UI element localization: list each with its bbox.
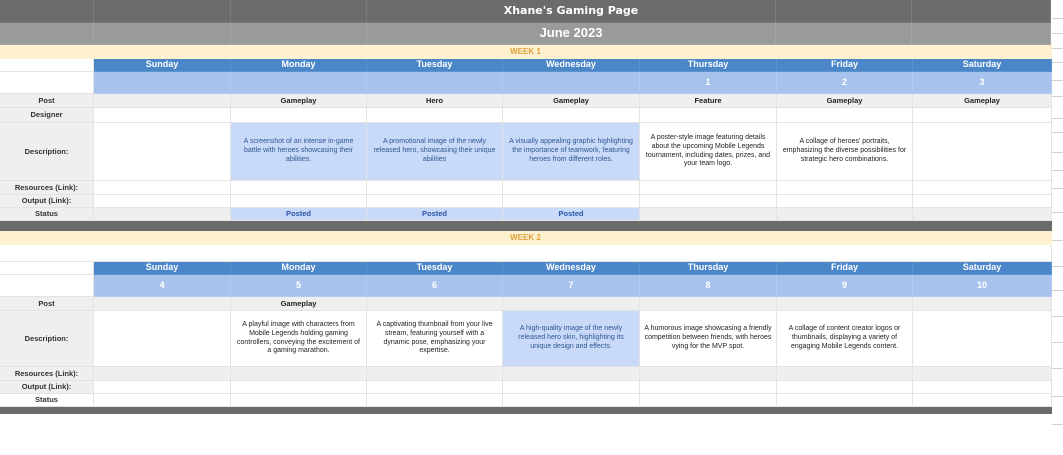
gridline	[1052, 290, 1063, 291]
gridline	[1052, 396, 1063, 397]
day-header-saturday[interactable]: Saturday	[913, 59, 1052, 72]
week-2-row	[0, 231, 1052, 245]
output-cell[interactable]	[503, 195, 640, 208]
day-header-sunday[interactable]: Sunday	[94, 59, 231, 72]
post-cell[interactable]	[777, 297, 913, 311]
separator-bar	[0, 221, 1052, 231]
output-cell[interactable]	[94, 195, 231, 208]
date-cell[interactable]	[367, 72, 503, 94]
resources-cell[interactable]	[367, 181, 503, 195]
output-label[interactable]: Output (Link):	[0, 381, 94, 394]
resources-cell[interactable]	[913, 367, 1052, 381]
day-header-thursday[interactable]: Thursday	[640, 262, 777, 275]
status-cell[interactable]	[231, 394, 367, 407]
week-2-output-row	[0, 381, 1052, 394]
week-1-dates	[0, 72, 1052, 94]
gridline	[1052, 266, 1063, 267]
output-cell[interactable]	[231, 381, 367, 394]
cell[interactable]	[231, 0, 367, 23]
gridline	[1052, 316, 1063, 317]
cell[interactable]	[0, 59, 94, 72]
gridline	[1052, 118, 1063, 119]
post-cell[interactable]	[640, 297, 777, 311]
date-cell[interactable]	[231, 72, 367, 94]
date-cell[interactable]: 3	[913, 72, 1052, 94]
designer-cell[interactable]	[503, 108, 640, 123]
designer-cell[interactable]	[777, 108, 913, 123]
week-1-row	[0, 45, 1052, 59]
day-header-wednesday[interactable]: Wednesday	[503, 262, 640, 275]
output-cell[interactable]	[367, 381, 503, 394]
output-cell[interactable]	[94, 381, 231, 394]
date-cell[interactable]	[503, 72, 640, 94]
designer-cell[interactable]	[640, 108, 777, 123]
resources-cell[interactable]	[777, 181, 913, 195]
title-row	[0, 0, 1052, 23]
day-header-tuesday[interactable]: Tuesday	[367, 262, 503, 275]
output-cell[interactable]	[367, 195, 503, 208]
resources-cell[interactable]	[503, 181, 640, 195]
status-cell[interactable]	[503, 394, 640, 407]
designer-cell[interactable]	[94, 108, 231, 123]
week-2-status-row	[0, 394, 1052, 407]
page-title[interactable]: Xhane's Gaming Page	[367, 0, 776, 23]
gridline	[1052, 33, 1063, 34]
cell[interactable]	[0, 23, 94, 45]
output-cell[interactable]	[640, 381, 777, 394]
output-cell[interactable]	[913, 381, 1052, 394]
gridline	[1052, 152, 1063, 153]
status-cell[interactable]: Posted	[231, 208, 367, 221]
description-cell[interactable]	[913, 123, 1052, 181]
status-cell[interactable]	[913, 208, 1052, 221]
description-cell[interactable]: A high-quality image of the newly released hero skin, highlighting its unique design and effects.	[503, 311, 640, 367]
resources-cell[interactable]	[503, 367, 640, 381]
resources-cell[interactable]	[231, 181, 367, 195]
status-cell[interactable]	[94, 394, 231, 407]
date-cell[interactable]: 9	[777, 275, 913, 297]
description-label[interactable]: Description:	[0, 123, 94, 181]
designer-label[interactable]: Designer	[0, 108, 94, 123]
cell[interactable]	[0, 262, 94, 275]
day-header-thursday[interactable]: Thursday	[640, 59, 777, 72]
output-cell[interactable]	[231, 195, 367, 208]
day-header-friday[interactable]: Friday	[777, 59, 913, 72]
output-cell[interactable]	[777, 195, 913, 208]
status-cell[interactable]	[777, 208, 913, 221]
description-cell[interactable]	[94, 311, 231, 367]
cell[interactable]	[912, 23, 1051, 45]
post-cell[interactable]: Gameplay	[777, 94, 913, 108]
cell[interactable]	[776, 0, 912, 23]
resources-cell[interactable]	[367, 367, 503, 381]
cell[interactable]	[94, 23, 231, 45]
resources-cell[interactable]	[640, 367, 777, 381]
description-cell[interactable]: A playful image with characters from Mobile Legends holding gaming controllers, conveying the excitement of a gaming marathon.	[231, 311, 367, 367]
cell[interactable]	[0, 245, 1052, 262]
status-cell[interactable]	[94, 208, 231, 221]
designer-cell[interactable]	[913, 108, 1052, 123]
post-cell[interactable]	[94, 94, 231, 108]
date-cell[interactable]: 5	[231, 275, 367, 297]
description-cell[interactable]: A visually appealing graphic highlighting the importance of teamwork, featuring heroes from different roles.	[503, 123, 640, 181]
post-label[interactable]: Post	[0, 94, 94, 108]
post-cell[interactable]: Gameplay	[913, 94, 1052, 108]
gridline	[1052, 132, 1063, 133]
week-2-description-row	[0, 311, 1052, 367]
day-header-monday[interactable]: Monday	[231, 262, 367, 275]
post-cell[interactable]	[913, 297, 1052, 311]
day-header-saturday[interactable]: Saturday	[913, 262, 1052, 275]
cell[interactable]	[231, 23, 367, 45]
gridline	[1052, 96, 1063, 97]
cell[interactable]	[0, 0, 94, 23]
gridline	[1052, 80, 1063, 81]
status-label[interactable]: Status	[0, 208, 94, 221]
output-cell[interactable]	[640, 195, 777, 208]
cell[interactable]	[0, 275, 94, 297]
week-1-output-row	[0, 195, 1052, 208]
resources-cell[interactable]	[231, 367, 367, 381]
resources-cell[interactable]	[640, 181, 777, 195]
week-2-spacer	[0, 245, 1052, 262]
right-edge-gridlines	[1052, 0, 1063, 455]
description-label[interactable]: Description:	[0, 311, 94, 367]
resources-cell[interactable]	[94, 181, 231, 195]
resources-cell[interactable]	[777, 367, 913, 381]
cell[interactable]	[776, 23, 912, 45]
gridline	[1052, 240, 1063, 241]
day-header-monday[interactable]: Monday	[231, 59, 367, 72]
description-cell[interactable]: A captivating thumbnail from your live stream, featuring yourself with a dynamic pose, emphasizing your expertise.	[367, 311, 503, 367]
resources-label[interactable]: Resources (Link):	[0, 367, 94, 381]
description-cell[interactable]	[913, 311, 1052, 367]
post-cell[interactable]: Gameplay	[231, 94, 367, 108]
week-2-day-headers	[0, 262, 1052, 275]
output-label[interactable]: Output (Link):	[0, 195, 94, 208]
day-header-sunday[interactable]: Sunday	[94, 262, 231, 275]
gridline	[1052, 18, 1063, 19]
gridline	[1052, 368, 1063, 369]
week-1-status-row	[0, 208, 1052, 221]
week-2-dates	[0, 275, 1052, 297]
status-cell[interactable]: Posted	[367, 208, 503, 221]
output-cell[interactable]	[503, 381, 640, 394]
day-header-tuesday[interactable]: Tuesday	[367, 59, 503, 72]
gridline	[1052, 170, 1063, 171]
month-row	[0, 23, 1052, 45]
designer-cell[interactable]	[367, 108, 503, 123]
status-cell[interactable]	[913, 394, 1052, 407]
status-cell[interactable]	[640, 394, 777, 407]
date-cell[interactable]: 1	[640, 72, 777, 94]
gridline	[1052, 212, 1063, 213]
description-cell[interactable]: A humorous image showcasing a friendly competition between friends, with heroes vying for the MVP spot.	[640, 311, 777, 367]
bottom-separator	[0, 407, 1052, 414]
description-cell[interactable]: A poster-style image featuring details about the upcoming Mobile Legends tournament, including dates, prizes, and your team logo.	[640, 123, 777, 181]
week-2-resources-row	[0, 367, 1052, 381]
date-cell[interactable]: 4	[94, 275, 231, 297]
description-cell[interactable]: A screenshot of an intense in-game battle with heroes showcasing their abilities.	[231, 123, 367, 181]
date-cell[interactable]: 8	[640, 275, 777, 297]
gridline	[1052, 342, 1063, 343]
post-cell[interactable]: Gameplay	[503, 94, 640, 108]
date-cell[interactable]: 10	[913, 275, 1052, 297]
description-cell[interactable]: A collage of content creator logos or thumbnails, displaying a variety of engaging Mobile Legends content.	[777, 311, 913, 367]
month-title[interactable]: June 2023	[367, 23, 776, 45]
date-cell[interactable]	[94, 72, 231, 94]
post-cell[interactable]	[94, 297, 231, 311]
gridline	[1052, 48, 1063, 49]
description-cell[interactable]	[94, 123, 231, 181]
designer-cell[interactable]	[231, 108, 367, 123]
week-1-day-headers	[0, 59, 1052, 72]
status-label[interactable]: Status	[0, 394, 94, 407]
week-1-resources-row	[0, 181, 1052, 195]
week-2-post-row	[0, 297, 1052, 311]
week-1-post-row	[0, 94, 1052, 108]
week-1-description-row	[0, 123, 1052, 181]
post-cell[interactable]: Feature	[640, 94, 777, 108]
status-cell[interactable]	[367, 394, 503, 407]
week-separator	[0, 221, 1052, 231]
date-cell[interactable]: 6	[367, 275, 503, 297]
gridline	[1052, 188, 1063, 189]
post-cell[interactable]: Hero	[367, 94, 503, 108]
post-label[interactable]: Post	[0, 297, 94, 311]
output-cell[interactable]	[913, 195, 1052, 208]
cell[interactable]	[94, 0, 231, 23]
output-cell[interactable]	[777, 381, 913, 394]
post-cell[interactable]	[503, 297, 640, 311]
gridline	[1052, 62, 1063, 63]
gridline	[1052, 424, 1063, 425]
week-1-designer-row	[0, 108, 1052, 123]
status-cell[interactable]: Posted	[503, 208, 640, 221]
week-2-label[interactable]: WEEK 2	[0, 231, 1052, 245]
separator-bar	[0, 407, 1052, 414]
post-cell[interactable]: Gameplay	[231, 297, 367, 311]
cell[interactable]	[0, 72, 94, 94]
post-cell[interactable]	[367, 297, 503, 311]
day-header-friday[interactable]: Friday	[777, 262, 913, 275]
week-1-label[interactable]: WEEK 1	[0, 45, 1052, 59]
description-cell[interactable]: A promotional image of the newly released hero, showcasing their unique abilities	[367, 123, 503, 181]
status-cell[interactable]	[640, 208, 777, 221]
date-cell[interactable]: 7	[503, 275, 640, 297]
resources-cell[interactable]	[913, 181, 1052, 195]
description-cell[interactable]: A collage of heroes' portraits, emphasizing the diverse possibilities for strategic hero combinations.	[777, 123, 913, 181]
date-cell[interactable]: 2	[777, 72, 913, 94]
cell[interactable]	[912, 0, 1051, 23]
resources-cell[interactable]	[94, 367, 231, 381]
day-header-wednesday[interactable]: Wednesday	[503, 59, 640, 72]
resources-label[interactable]: Resources (Link):	[0, 181, 94, 195]
status-cell[interactable]	[777, 394, 913, 407]
